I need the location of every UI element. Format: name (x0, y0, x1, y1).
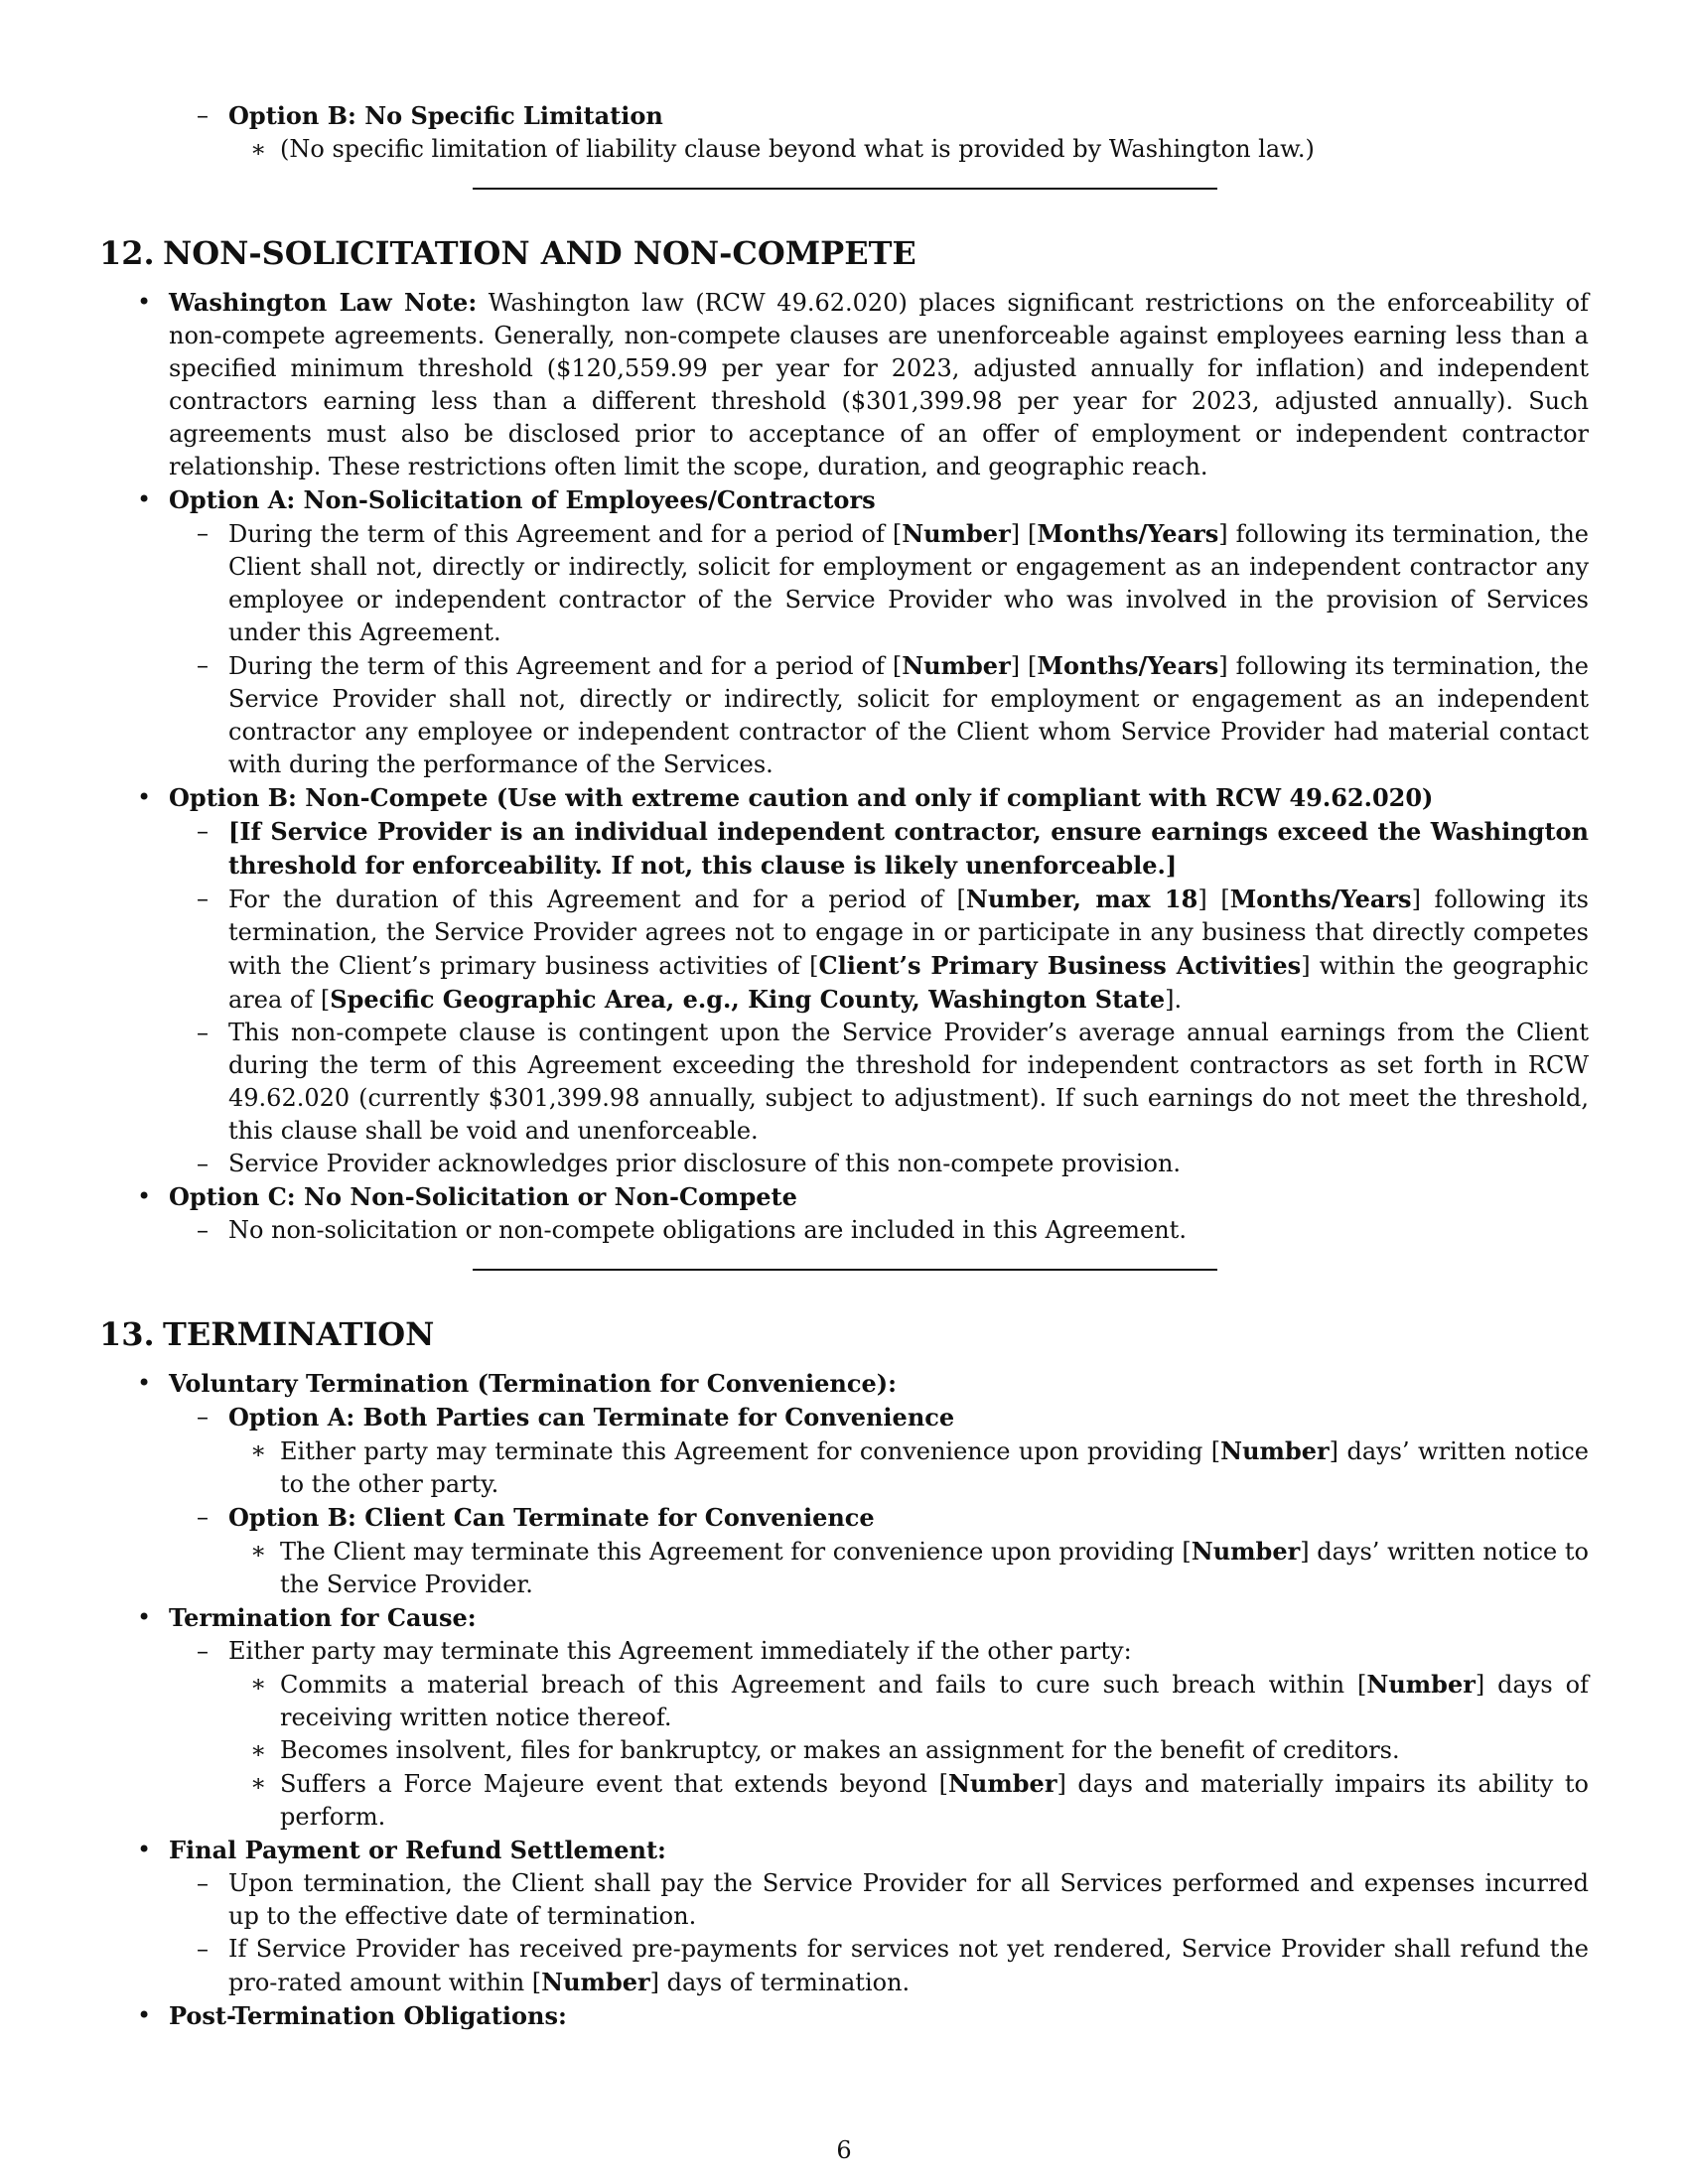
clause-text: ] following its termination, the Client shall not, directly or indirectly, solicit for employment or engagement as an independent contractor any employee or independent contractor of the Service Provider who was involved in the provision of Services under this Agreement. (228, 520, 1590, 646)
list-item (99, 1180, 1589, 1214)
page-number: 6 (836, 2136, 852, 2164)
placeholder-field: Number (902, 651, 1011, 680)
list-item (99, 1767, 1589, 1834)
list-item (99, 133, 1589, 166)
placeholder-field: Number (947, 1769, 1057, 1798)
subsection-heading: Termination for Cause: (169, 1603, 477, 1632)
clause-text: ]. (1165, 986, 1183, 1014)
star-marker: ∗ (250, 1769, 267, 1797)
section-12-heading (99, 233, 1589, 273)
bullet-marker: • (137, 2001, 152, 2029)
option-heading: Option C: No Non-Solicitation or Non-Compete (169, 1182, 797, 1211)
clause-text: No non-solicitation or non-compete obligations are included in this Agreement. (228, 1216, 1187, 1244)
dash-marker: – (197, 1503, 209, 1531)
list-item (99, 1867, 1589, 1933)
bullet-marker: • (137, 1836, 152, 1863)
list-item (99, 286, 1589, 483)
list-item (99, 1401, 1589, 1434)
law-note-text: Washington law (RCW 49.62.020) places significant restrictions on the enforceability of non-compete agreements. Generally, non-compete clauses are unenforceable against employees earning less than a specified minimum threshold ($120,559.99 per year for 2023, adjusted annually for inflation) and independent contractors earning less than a different threshold ($301,399.98 per year for 2023, adjusted annually). Such agreements must also be disclosed prior to acceptance of an offer of employment or independent contractor relationship. These restrictions often limit the scope, duration, and geographic reach. (169, 289, 1590, 480)
list-item (99, 649, 1589, 781)
dash-marker: – (197, 101, 209, 129)
list-item (99, 1501, 1589, 1535)
dash-marker: – (197, 1019, 209, 1046)
subsection-heading: Voluntary Termination (Termination for Convenience): (169, 1369, 897, 1398)
list-item (99, 1999, 1589, 2033)
clause-text: During the term of this Agreement and for a period of [ (228, 520, 903, 548)
placeholder-field: Months/Years (1229, 885, 1412, 913)
list-item (99, 483, 1589, 517)
dash-marker: – (197, 1403, 209, 1431)
clause-text: ] [ (1010, 652, 1038, 680)
list-item (99, 1834, 1589, 1867)
dash-marker: – (197, 1637, 209, 1665)
placeholder-field: Number (1191, 1537, 1301, 1566)
liability-option-list (99, 99, 1589, 166)
clause-text: ] [ (1197, 886, 1230, 913)
clause-text: ] days’ written notice to the Service Provider. (280, 1538, 1589, 1598)
subsection-heading: Final Payment or Refund Settlement: (169, 1836, 666, 1864)
list-item (99, 1148, 1589, 1180)
clause-text: ] days and materially impairs its ability to perform. (280, 1770, 1589, 1831)
clause-text: ] following its termination, the Service Provider shall not, directly or indirectly, solicit for employment or engagement as an independent contractor any employee or independent contractor of the Client whom Service Provider had material contact with during the performance of the Services. (228, 652, 1590, 778)
list-item (99, 1933, 1589, 1999)
clause-text: ] within the geographic area of [ (228, 952, 1589, 1014)
dash-marker: – (197, 651, 209, 679)
dash-marker: – (197, 817, 209, 845)
section-number: 12. (99, 234, 155, 272)
dash-marker: – (197, 1935, 209, 1963)
list-item (99, 1668, 1589, 1734)
list-item (99, 99, 1589, 133)
star-marker: ∗ (250, 135, 267, 163)
clause-text: ] days of termination. (649, 1969, 911, 1996)
placeholder-field: Number (1366, 1670, 1476, 1699)
star-marker: ∗ (250, 1670, 267, 1698)
option-heading: Option B: No Specific Limitation (228, 101, 663, 130)
placeholder-field: Number (541, 1968, 650, 1996)
clause-text: This non-compete clause is contingent upon the Service Provider’s average annual earnings from the Client during the term of this Agreement exceeding the threshold for independent contractors as set forth in RCW 49.62.020 (currently $301,399.98 annually, subject to adjustment). If such earnings do not meet the threshold, this clause shall be void and unenforceable. (228, 1019, 1589, 1145)
placeholder-field: Number, max 18 (965, 885, 1198, 913)
option-text: (No specific limitation of liability clause beyond what is provided by Washington law.) (280, 135, 1315, 163)
bullet-marker: • (137, 288, 152, 316)
section-number: 13. (99, 1315, 155, 1353)
section-12-list (99, 286, 1589, 1247)
dash-marker: – (197, 1216, 209, 1244)
clause-text: ] days’ written notice to the other party. (280, 1437, 1589, 1498)
bullet-marker: • (137, 1603, 152, 1631)
list-item (99, 883, 1589, 1017)
clause-text: If Service Provider has received pre-payments for services not yet rendered, Service Provider shall refund the pro-rated amount within [ (228, 1935, 1589, 1996)
section-title: TERMINATION (163, 1315, 435, 1353)
list-item (99, 781, 1589, 815)
star-marker: ∗ (250, 1436, 267, 1464)
bullet-marker: • (137, 485, 152, 513)
bullet-marker: • (137, 1182, 152, 1210)
warning-text: [If Service Provider is an individual independent contractor, ensure earnings exceed the Washington threshold for enforceability. If not, this clause is likely unenforceable.] (228, 817, 1589, 880)
clause-text: ] [ (1010, 520, 1038, 548)
clause-text: Either party may terminate this Agreement immediately if the other party: (228, 1637, 1132, 1665)
list-item (99, 1017, 1589, 1148)
placeholder-field: Number (902, 519, 1011, 548)
list-item (99, 1434, 1589, 1501)
option-heading: Option A: Non-Solicitation of Employees/Contractors (169, 485, 876, 514)
clause-text: Becomes insolvent, files for bankruptcy, or makes an assignment for the benefit of creditors. (280, 1736, 1400, 1764)
list-item (99, 1535, 1589, 1601)
option-heading: Option A: Both Parties can Terminate for Convenience (228, 1403, 955, 1432)
star-marker: ∗ (250, 1537, 267, 1565)
placeholder-field: Client’s Primary Business Activities (818, 951, 1302, 980)
dash-marker: – (197, 885, 209, 912)
bullet-marker: • (137, 783, 152, 811)
clause-text: For the duration of this Agreement and for a period of [ (228, 886, 966, 913)
dash-marker: – (197, 1150, 209, 1177)
clause-text: The Client may terminate this Agreement for convenience upon providing [ (280, 1538, 1192, 1566)
option-heading: Option B: Client Can Terminate for Convenience (228, 1503, 875, 1532)
list-item (99, 815, 1589, 883)
placeholder-field: Months/Years (1037, 651, 1219, 680)
list-item (99, 1734, 1589, 1767)
dash-marker: – (197, 1869, 209, 1897)
list-item (99, 1601, 1589, 1635)
section-divider (473, 188, 1217, 190)
list-item (99, 517, 1589, 649)
placeholder-field: Months/Years (1037, 519, 1219, 548)
list-item (99, 1635, 1589, 1668)
placeholder-field: Number (1220, 1436, 1330, 1465)
clause-text: Service Provider acknowledges prior disclosure of this non-compete provision. (228, 1150, 1182, 1177)
dash-marker: – (197, 519, 209, 547)
star-marker: ∗ (250, 1736, 267, 1764)
document-page (99, 99, 1589, 2033)
list-item (99, 1367, 1589, 1401)
section-13-list (99, 1367, 1589, 2033)
clause-text: ] following its termination, the Service Provider agrees not to engage in or participate in any business that directly competes with the Client’s primary business activities of [ (228, 886, 1589, 980)
clause-text: Commits a material breach of this Agreement and fails to cure such breach within [ (280, 1671, 1367, 1699)
section-13-heading (99, 1314, 1589, 1354)
option-heading: Option B: Non-Compete (Use with extreme caution and only if compliant with RCW 49.62.020) (169, 783, 1434, 812)
placeholder-field: Specific Geographic Area, e.g., King County, Washington State (330, 985, 1166, 1014)
section-title: NON-SOLICITATION AND NON-COMPETE (163, 234, 916, 272)
clause-text: Upon termination, the Client shall pay the Service Provider for all Services performed and expenses incurred up to the effective date of termination. (228, 1869, 1589, 1930)
clause-text: ] days of receiving written notice thereof. (280, 1671, 1590, 1731)
clause-text: Either party may terminate this Agreement for convenience upon providing [ (280, 1437, 1221, 1465)
law-note-label: Washington Law Note: (169, 288, 478, 317)
clause-text: During the term of this Agreement and for a period of [ (228, 652, 903, 680)
section-divider (473, 1269, 1217, 1271)
subsection-heading: Post-Termination Obligations: (169, 2001, 567, 2030)
bullet-marker: • (137, 1369, 152, 1397)
list-item (99, 1214, 1589, 1247)
clause-text: Suffers a Force Majeure event that extends beyond [ (280, 1770, 948, 1798)
